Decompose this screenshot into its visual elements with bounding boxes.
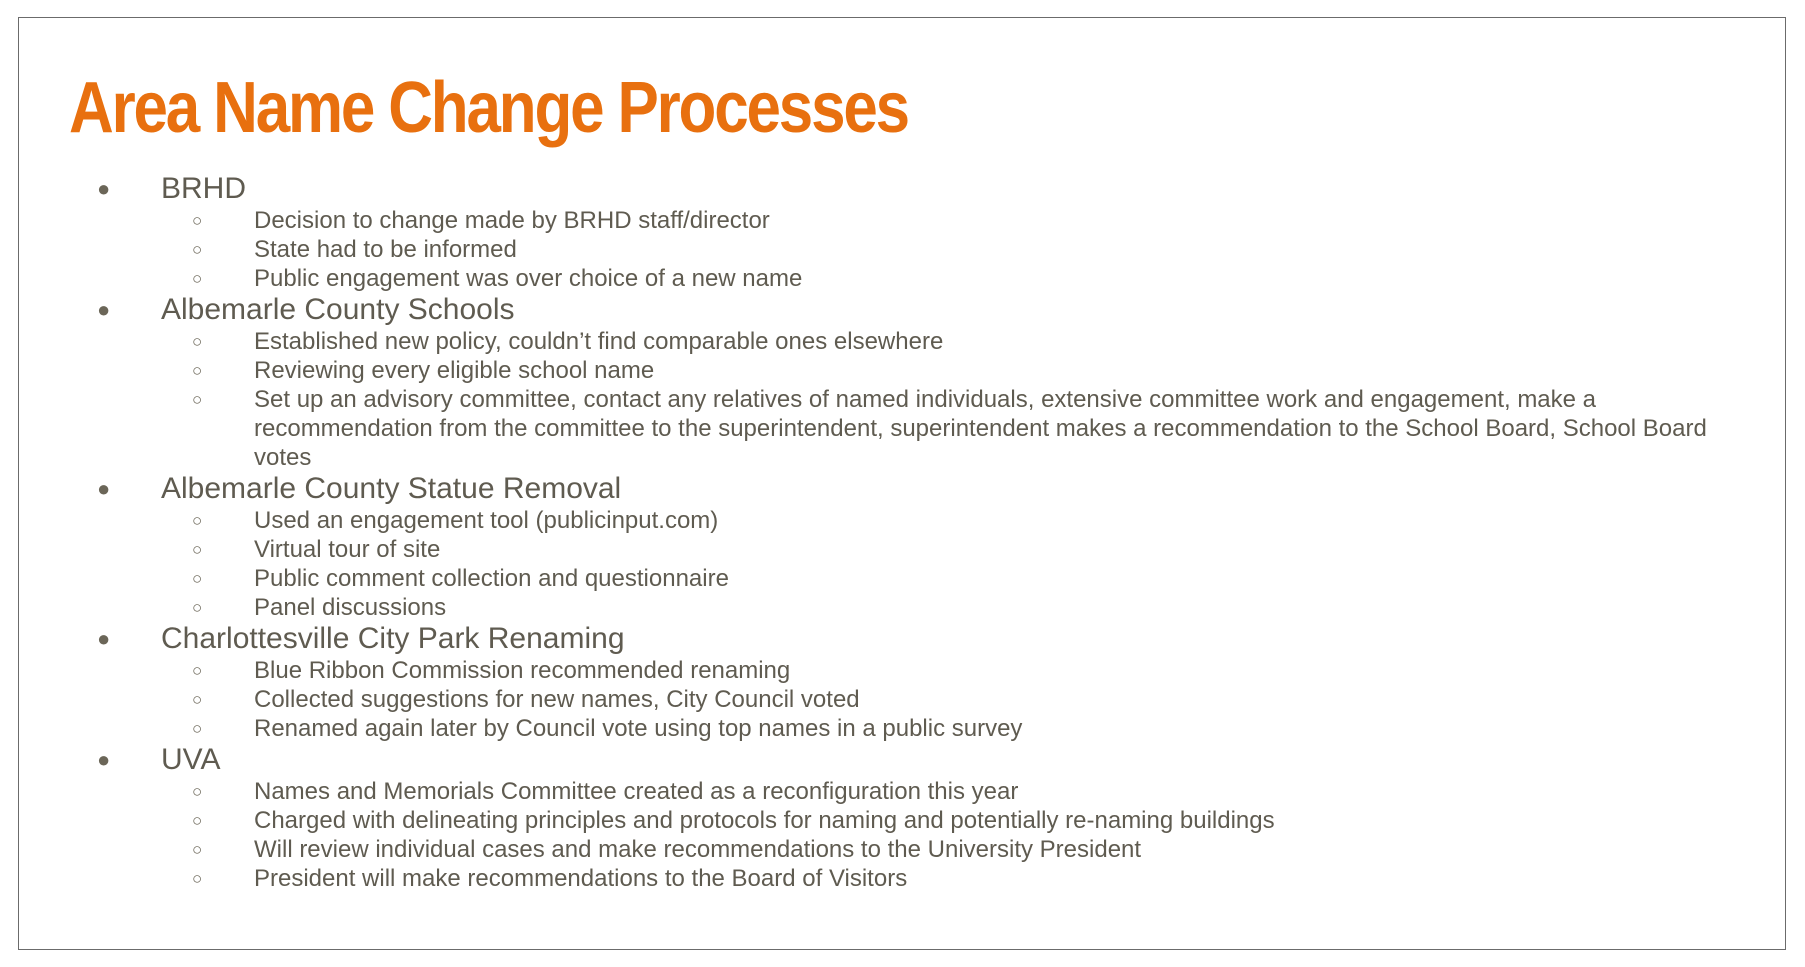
hollow-bullet-icon: ○ xyxy=(192,869,203,888)
filled-bullet-icon: ● xyxy=(97,476,111,501)
hollow-bullet-icon: ○ xyxy=(192,811,203,830)
filled-bullet-icon: ● xyxy=(97,297,111,322)
section-heading xyxy=(19,622,1785,656)
hollow-bullet-icon: ○ xyxy=(192,661,203,680)
list-item-text: Set up an advisory committee, contact any relatives of named individuals, extensive committee work and engagement, make a recommendation from the committee to the superintendent, superintendent makes a recommendation to the School Board, School Board votes xyxy=(254,386,1707,471)
list-item xyxy=(19,714,1785,743)
list-item-text: Will review individual cases and make recommendations to the University President xyxy=(254,836,1142,863)
hollow-bullet-icon: ○ xyxy=(192,719,203,738)
list-item xyxy=(19,385,1785,472)
list-item-text: President will make recommendations to the Board of Visitors xyxy=(254,865,908,892)
filled-bullet-icon: ● xyxy=(97,176,111,201)
filled-bullet-icon: ● xyxy=(97,747,111,772)
hollow-bullet-icon: ○ xyxy=(192,240,203,259)
list-item-text: Panel discussions xyxy=(254,594,447,621)
list-item-text: Decision to change made by BRHD staff/director xyxy=(254,207,770,234)
list-item-text: Public comment collection and questionnaire xyxy=(254,565,729,592)
list-item xyxy=(19,235,1785,264)
hollow-bullet-icon: ○ xyxy=(192,361,203,380)
list-item-text: Charged with delineating principles and protocols for naming and potentially re-naming buildings xyxy=(254,807,1275,834)
list-item xyxy=(19,593,1785,622)
list-item xyxy=(19,685,1785,714)
hollow-bullet-icon: ○ xyxy=(192,690,203,709)
hollow-bullet-icon: ○ xyxy=(192,540,203,559)
list-item-text: Virtual tour of site xyxy=(254,536,441,563)
list-item xyxy=(19,777,1785,806)
section-heading-label: UVA xyxy=(161,743,221,776)
list-item xyxy=(19,206,1785,235)
hollow-bullet-icon: ○ xyxy=(192,598,203,617)
list-item xyxy=(19,564,1785,593)
section-heading-label: BRHD xyxy=(161,172,247,205)
section-heading xyxy=(19,293,1785,327)
list-item-text: Blue Ribbon Commission recommended renaming xyxy=(254,657,791,684)
list-item-text: Names and Memorials Committee created as a reconfiguration this year xyxy=(254,778,1019,805)
list-item-text: Established new policy, couldn’t find comparable ones elsewhere xyxy=(254,328,944,355)
section-heading xyxy=(19,172,1785,206)
list-item-text: Public engagement was over choice of a new name xyxy=(254,265,803,292)
list-item xyxy=(19,506,1785,535)
section-heading xyxy=(19,743,1785,777)
list-item xyxy=(19,656,1785,685)
list-item xyxy=(19,535,1785,564)
hollow-bullet-icon: ○ xyxy=(192,332,203,351)
filled-bullet-icon: ● xyxy=(97,626,111,651)
hollow-bullet-icon: ○ xyxy=(192,390,203,409)
list-item xyxy=(19,806,1785,835)
hollow-bullet-icon: ○ xyxy=(192,840,203,859)
section-heading xyxy=(19,472,1785,506)
list-item xyxy=(19,356,1785,385)
list-item-text: Collected suggestions for new names, City Council voted xyxy=(254,686,860,713)
list-item xyxy=(19,327,1785,356)
list-item-text: Reviewing every eligible school name xyxy=(254,357,655,384)
list-item xyxy=(19,264,1785,293)
bullet-list xyxy=(19,172,1785,893)
list-item-text: Used an engagement tool (publicinput.com) xyxy=(254,507,719,534)
section-heading-label: Albemarle County Statue Removal xyxy=(161,472,622,505)
hollow-bullet-icon: ○ xyxy=(192,569,203,588)
slide xyxy=(18,17,1786,950)
list-item-text: Renamed again later by Council vote using top names in a public survey xyxy=(254,715,1023,742)
section-heading-label: Charlottesville City Park Renaming xyxy=(161,622,625,655)
hollow-bullet-icon: ○ xyxy=(192,211,203,230)
hollow-bullet-icon: ○ xyxy=(192,269,203,288)
list-item xyxy=(19,835,1785,864)
hollow-bullet-icon: ○ xyxy=(192,511,203,530)
hollow-bullet-icon: ○ xyxy=(192,782,203,801)
list-item xyxy=(19,864,1785,893)
section-heading-label: Albemarle County Schools xyxy=(161,293,515,326)
slide-title: Area Name Change Processes xyxy=(69,68,908,148)
list-item-text: State had to be informed xyxy=(254,236,517,263)
